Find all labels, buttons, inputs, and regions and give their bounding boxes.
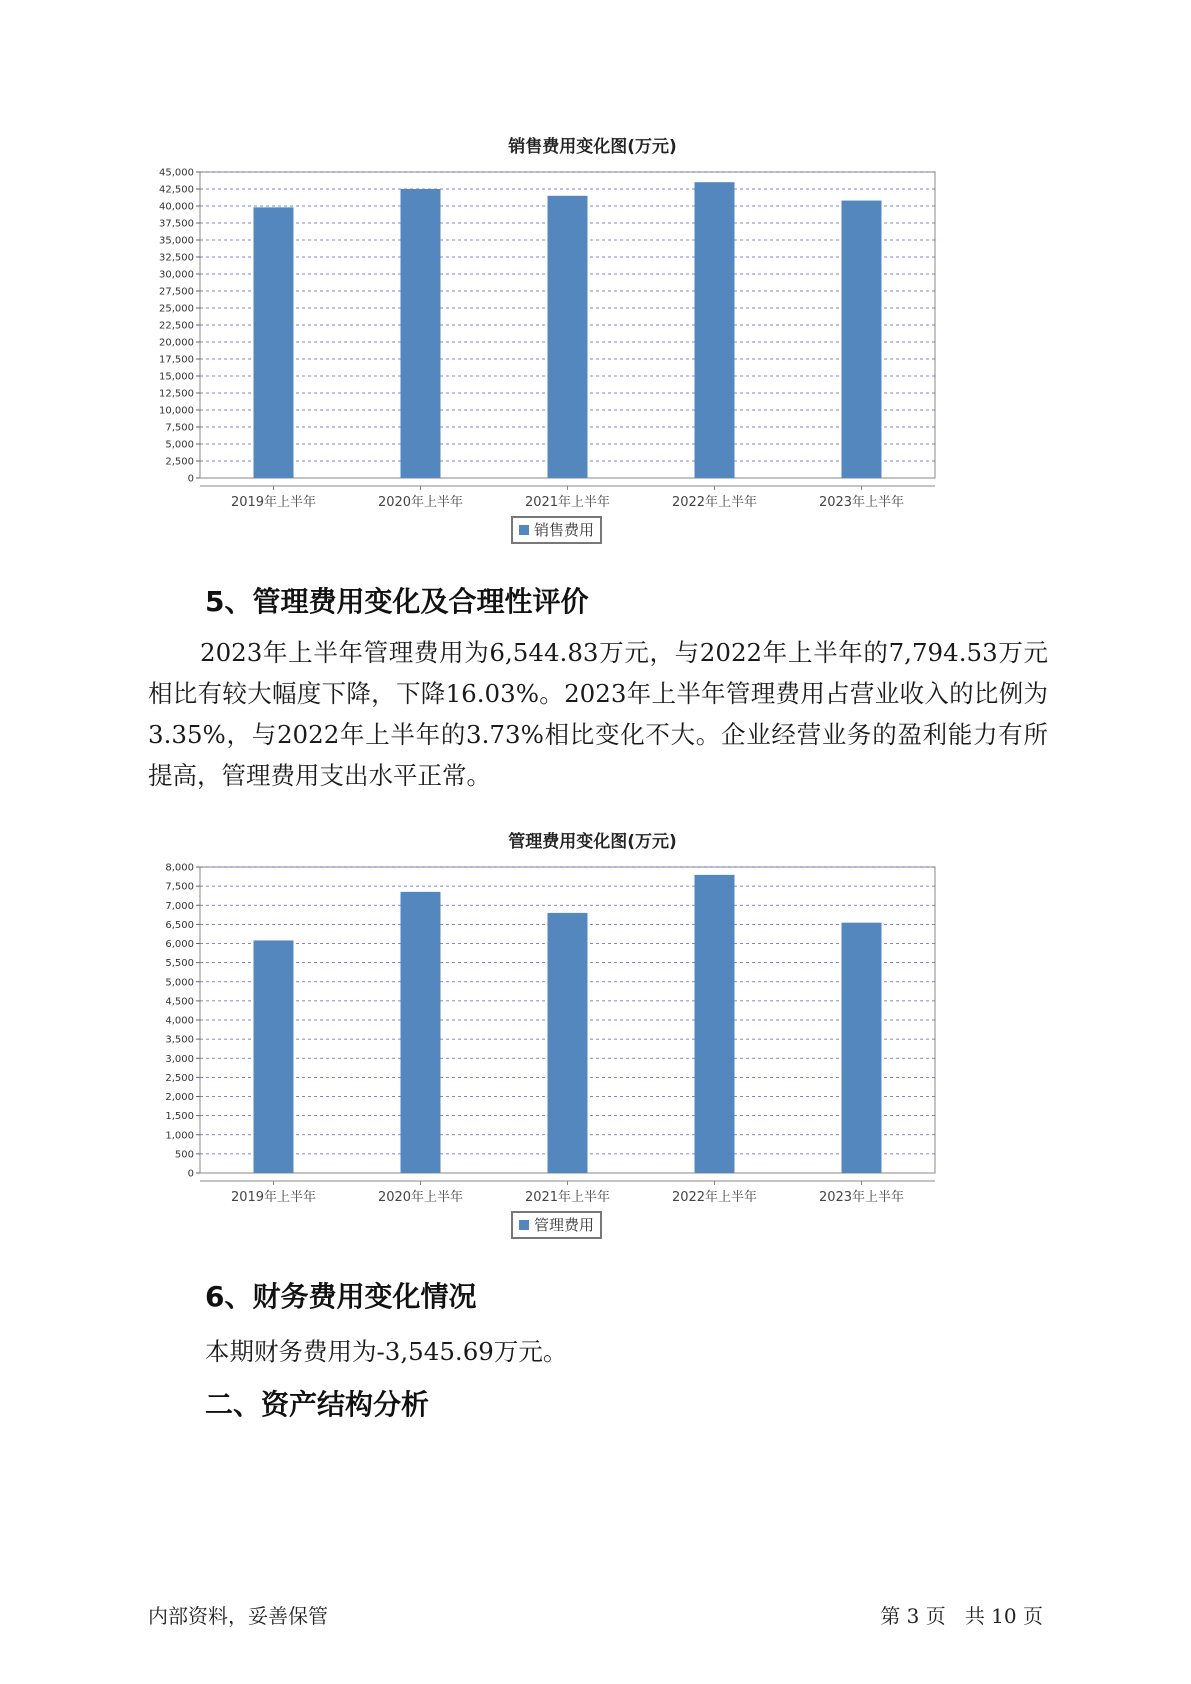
section-6-heading: 6、财务费用变化情况 [205,1280,477,1313]
y-tick-label: 37,500 [159,218,194,230]
y-tick-label: 35,000 [159,235,194,247]
bar [842,923,882,1173]
y-tick-label: 0 [187,1168,194,1180]
admin-chart-legend [511,1211,602,1239]
legend-swatch-icon [519,1220,529,1230]
admin-chart-svg [150,855,1035,1225]
y-tick-label: 6,500 [165,919,194,931]
x-tick-label: 2019年上半年 [230,495,317,510]
y-tick-label: 0 [187,473,194,485]
section-5-heading: 5、管理费用变化及合理性评价 [205,585,589,618]
section-two-heading: 二、资产结构分析 [205,1388,430,1421]
sales-chart [150,130,1035,550]
y-tick-label: 32,500 [159,252,194,264]
y-tick-label: 5,000 [165,439,194,451]
y-tick-label: 6,000 [165,939,194,950]
bar [401,189,441,478]
y-tick-label: 2,500 [165,1072,194,1084]
y-tick-label: 3,500 [165,1034,194,1046]
y-tick-label: 4,500 [165,996,194,1008]
legend-swatch-icon [519,525,529,535]
x-tick-label: 2022年上半年 [671,495,758,510]
y-tick-label: 40,000 [159,201,194,213]
y-tick-label: 1,000 [165,1130,194,1142]
y-tick-label: 10,000 [159,405,194,417]
y-tick-label: 1,500 [165,1111,194,1123]
y-tick-label: 2,000 [165,1092,194,1103]
y-tick-label: 5,000 [165,977,194,989]
section-6-text: 本期财务费用为-3,545.69万元。 [205,1337,568,1366]
y-tick-label: 4,000 [165,1015,194,1027]
y-tick-label: 2,500 [165,456,194,468]
y-tick-label: 7,000 [165,900,194,912]
y-tick-label: 3,000 [165,1053,194,1065]
y-tick-label: 5,500 [165,958,194,970]
y-tick-label: 22,500 [159,320,194,332]
y-tick-label: 42,500 [159,184,194,196]
y-tick-label: 15,000 [159,371,194,383]
bar [695,875,735,1173]
x-tick-label: 2023年上半年 [818,495,905,510]
sales-chart-svg [150,160,1035,530]
y-tick-label: 20,000 [159,337,194,349]
bar [401,892,441,1173]
sales-chart-title: 销售费用变化图(万元) [508,137,677,157]
sales-chart-legend [511,516,602,544]
y-tick-label: 17,500 [159,354,194,366]
bar [842,201,882,478]
y-tick-label: 27,500 [159,286,194,298]
x-tick-label: 2022年上半年 [671,1190,758,1205]
section-5-paragraph: 2023年上半年管理费用为6,544.83万元，与2022年上半年的7,794.53万元相比有较大幅度下降，下降16.03%。2023年上半年管理费用占营业收入的比例为3.35%，与2022年上半年的3.73%相比变化不大。企业经营业务的盈利能力有所提高，管理费用支出水平正常。 [148,638,1048,790]
admin-legend-label: 管理费用 [534,1216,595,1234]
y-tick-label: 7,500 [165,881,194,893]
bar [548,196,588,478]
admin-chart [150,825,1035,1245]
bar [548,913,588,1173]
y-tick-label: 45,000 [159,167,194,179]
y-tick-label: 7,500 [165,422,194,434]
x-tick-label: 2021年上半年 [524,495,611,510]
y-tick-label: 12,500 [159,388,194,400]
bar [695,182,735,478]
x-tick-label: 2020年上半年 [377,1190,464,1205]
footer-left: 内部资料，妥善保管 [148,1604,328,1628]
x-tick-label: 2023年上半年 [818,1190,905,1205]
y-tick-label: 30,000 [159,269,194,281]
bar [254,207,294,478]
bar [254,940,294,1173]
y-tick-label: 500 [174,1149,194,1161]
x-tick-label: 2019年上半年 [230,1190,317,1205]
footer-page-number: 第 3 页 共 10 页 [880,1604,1043,1628]
x-tick-label: 2021年上半年 [524,1190,611,1205]
admin-chart-title: 管理费用变化图(万元) [508,832,677,852]
sales-legend-label: 销售费用 [534,521,595,539]
y-tick-label: 25,000 [159,303,194,315]
x-tick-label: 2020年上半年 [377,495,464,510]
y-tick-label: 8,000 [165,862,194,874]
